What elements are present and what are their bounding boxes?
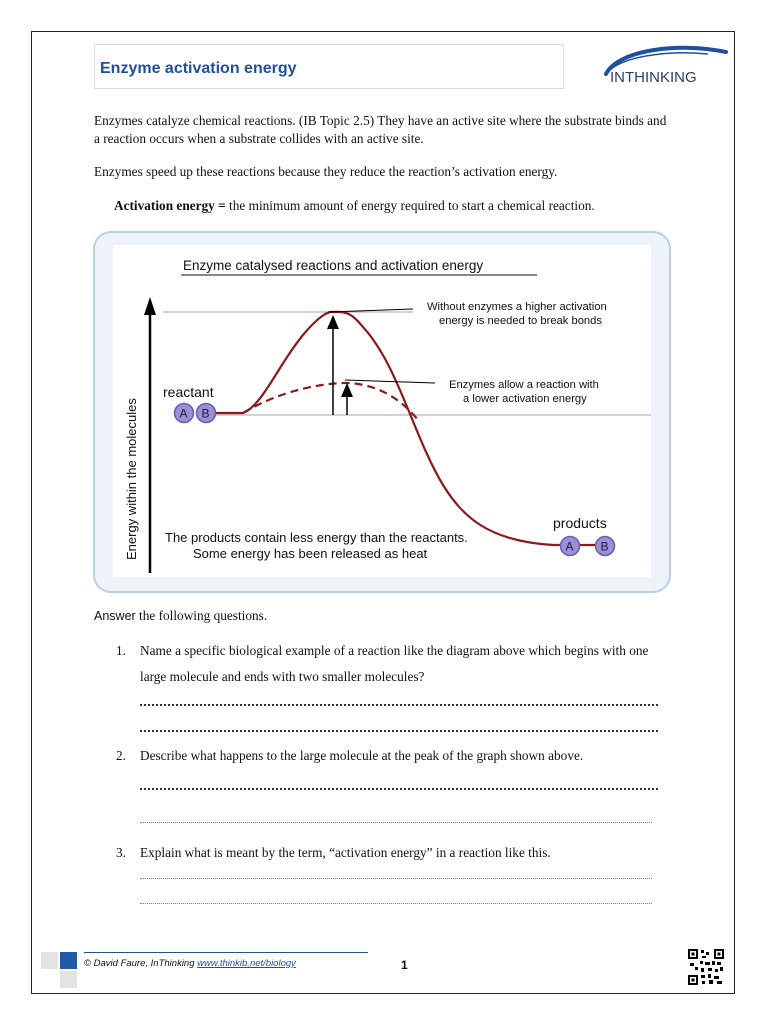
page-title: Enzyme activation energy bbox=[100, 60, 297, 77]
definition-term: Activation energy = bbox=[114, 198, 226, 213]
footer-square bbox=[41, 952, 58, 969]
qr-code-icon bbox=[688, 949, 724, 985]
footer-square bbox=[60, 971, 77, 988]
annotation-low-2: a lower activation energy bbox=[463, 393, 587, 405]
annotation-high-1: Without enzymes a higher activation bbox=[427, 301, 607, 313]
question-2 bbox=[116, 743, 584, 769]
answer-line[interactable] bbox=[140, 878, 652, 879]
bottom-note-2: Some energy has been released as heat bbox=[193, 546, 428, 561]
product-molecule-b-label: B bbox=[600, 539, 609, 554]
reactant-molecule-a-label: A bbox=[179, 406, 188, 421]
high-activation-arrowhead bbox=[327, 315, 339, 329]
annotation-high-2: energy is needed to break bonds bbox=[439, 315, 602, 327]
answer-line[interactable] bbox=[140, 788, 658, 790]
answer-lead-word: Answer bbox=[94, 609, 136, 623]
intro-paragraph-1: Enzymes catalyze chemical reactions. (IB Topic 2.5) They have an active site where the substrate binds and a reaction occurs when a substrate collides with an active site. bbox=[94, 113, 667, 146]
logo-text: INTHINKING bbox=[610, 69, 697, 86]
question-number: 3. bbox=[116, 845, 126, 860]
diagram-panel bbox=[113, 245, 651, 577]
question-3 bbox=[116, 840, 551, 866]
answer-lead-rest: the following questions. bbox=[135, 608, 268, 623]
answer-line[interactable] bbox=[140, 704, 658, 706]
y-axis-arrowhead bbox=[144, 297, 156, 315]
question-number: 2. bbox=[116, 748, 126, 763]
page-number: 1 bbox=[401, 958, 408, 972]
question-1 bbox=[116, 638, 649, 684]
uncatalysed-curve bbox=[210, 312, 598, 545]
footer-copyright bbox=[84, 958, 296, 969]
annotation-low-1: Enzymes allow a reaction with bbox=[449, 379, 599, 391]
answer-line[interactable] bbox=[140, 822, 652, 823]
bottom-note-1: The products contain less energy than the reactants. bbox=[165, 530, 468, 545]
question-text: Describe what happens to the large molecule at the peak of the graph shown above. bbox=[140, 748, 584, 763]
intro-paragraph-2: Enzymes speed up these reactions because they reduce the reaction’s activation energy. bbox=[94, 164, 558, 179]
reactant-label: reactant bbox=[163, 384, 214, 400]
high-pointer-line bbox=[328, 309, 413, 312]
footer-square bbox=[60, 952, 77, 969]
footer-rule bbox=[84, 952, 368, 953]
copyright-text: © David Faure, InThinking bbox=[84, 958, 198, 969]
question-text: Explain what is meant by the term, “activation energy” in a reaction like this. bbox=[140, 845, 551, 860]
question-number: 1. bbox=[116, 643, 126, 658]
inthinking-logo bbox=[598, 44, 730, 92]
y-axis-label: Energy within the molecules bbox=[124, 398, 139, 560]
product-molecule-a-label: A bbox=[565, 539, 574, 554]
question-text: Name a specific biological example of a reaction like the diagram above which begins with one large molecule and ends with two smaller molecules? bbox=[140, 643, 649, 684]
catalysed-curve bbox=[243, 383, 418, 420]
footer-link[interactable]: www.thinkib.net/biology bbox=[197, 958, 296, 969]
answer-line[interactable] bbox=[140, 903, 652, 904]
low-pointer-line bbox=[345, 380, 435, 383]
diagram-title: Enzyme catalysed reactions and activation energy bbox=[183, 258, 484, 273]
answer-instruction bbox=[94, 608, 267, 624]
low-activation-arrowhead bbox=[341, 383, 353, 397]
definition-text: the minimum amount of energy required to start a chemical reaction. bbox=[225, 198, 595, 213]
definition bbox=[114, 197, 595, 215]
answer-line[interactable] bbox=[140, 730, 658, 732]
products-label: products bbox=[553, 515, 607, 531]
reactant-molecule-b-label: B bbox=[201, 406, 210, 421]
activation-energy-diagram bbox=[113, 245, 651, 577]
